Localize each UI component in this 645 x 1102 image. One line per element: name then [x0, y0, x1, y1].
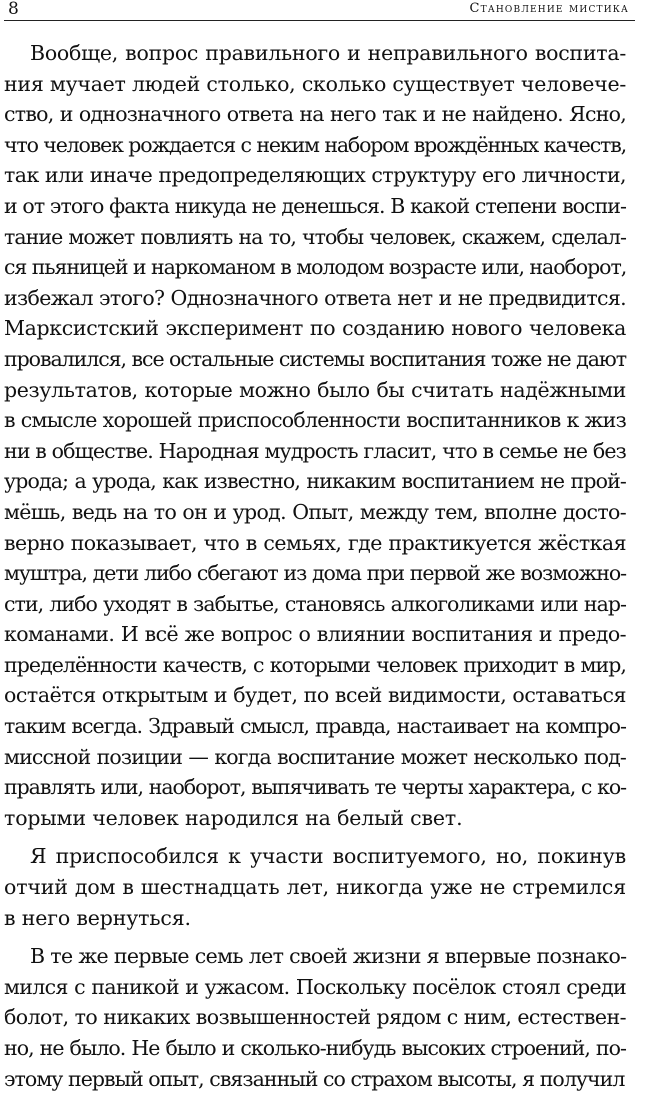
text-line: ни в обществе. Народная мудрость гласит, что в семье не без	[4, 438, 626, 463]
text-line: верно показывает, что в семьях, где практикуется жёсткая	[4, 530, 626, 555]
text-line: но, не было. Не было и сколько-нибудь высоких строений, по-	[4, 1036, 626, 1060]
text-line: команами. И всё же вопрос о влиянии воспитания и предо-	[4, 622, 626, 647]
text-line: результатов, которые можно было бы считать надёжными	[4, 377, 626, 402]
body-text	[4, 38, 626, 1102]
text-line: и от этого факта никуда не денешься. В какой степени воспи-	[4, 193, 626, 218]
text-line: мёшь, ведь на то он и урод. Опыт, между тем, вполне досто-	[4, 499, 626, 524]
text-line: Марксистский эксперимент по созданию нового человека	[4, 316, 626, 341]
text-line: тание может повлиять на то, чтобы человек, скажем, сделал-	[4, 224, 626, 249]
text-line: пределённости качеств, с которыми человек приходит в мир,	[4, 652, 626, 677]
text-line: ство, и однозначного ответа на него так и не найдено. Ясно,	[4, 102, 626, 127]
text-line: муштра, дети либо сбегают из дома при первой же возможно-	[4, 561, 626, 586]
text-line: ся пьяницей и наркоманом в молодом возрасте или, наоборот,	[4, 255, 627, 280]
text-line: торыми человек народился на белый свет.	[4, 805, 463, 830]
text-line: таким всегда. Здравый смысл, правда, настаивает на компро-	[4, 714, 626, 739]
text-line: Я приспособился к участи воспитуемого, но, покинув	[30, 844, 626, 869]
text-line: этому первый опыт, связанный со страхом высоты, я получил	[4, 1066, 625, 1091]
text-line: урода; а урода, как известно, никаким воспитанием не прой-	[4, 469, 626, 494]
text-line: правлять или, наоборот, выпячивать те черты характера, с ко-	[4, 775, 626, 800]
text-line: провалился, все остальные системы воспитания тоже не дают	[4, 346, 626, 371]
text-line: мился с паникой и ужасом. Поскольку посёлок стоял среди	[4, 974, 626, 999]
text-line: В те же первые семь лет своей жизни я впервые познако-	[30, 944, 627, 969]
paragraph	[4, 38, 626, 833]
text-line: Вообще, вопрос правильного и неправильного воспита-	[30, 41, 626, 65]
paragraph	[4, 841, 626, 933]
page-number: 8	[8, 0, 19, 19]
text-line: отчий дом в шестнадцать лет, никогда уже не стремился	[4, 875, 626, 900]
text-line: болот, то никаких возвышенностей рядом с ним, естествен-	[4, 1005, 626, 1030]
text-line: так или иначе предопределяющих структуру его личности,	[4, 163, 626, 188]
text-line: ния мучает людей столько, сколько существует человече-	[4, 71, 626, 96]
section-title: Становление мистика	[469, 1, 629, 16]
text-line: в него вернуться.	[4, 905, 191, 930]
text-line: остаётся открытым и будет, по всей видимости, оставаться	[4, 683, 626, 708]
running-head	[4, 0, 635, 21]
text-line: избежал этого? Однозначного ответа нет и не предвидится.	[4, 285, 626, 310]
text-line: миссной позиции — когда воспитание может несколько под-	[4, 744, 626, 769]
text-line: сти, либо уходят в забытье, становясь алкоголиками или нар-	[4, 591, 626, 616]
paragraph	[4, 941, 626, 1094]
text-line: в смысле хорошей приспособленности воспитанников к жиз	[4, 408, 626, 433]
text-line: что человек рождается с неким набором врождённых качеств,	[4, 132, 626, 157]
